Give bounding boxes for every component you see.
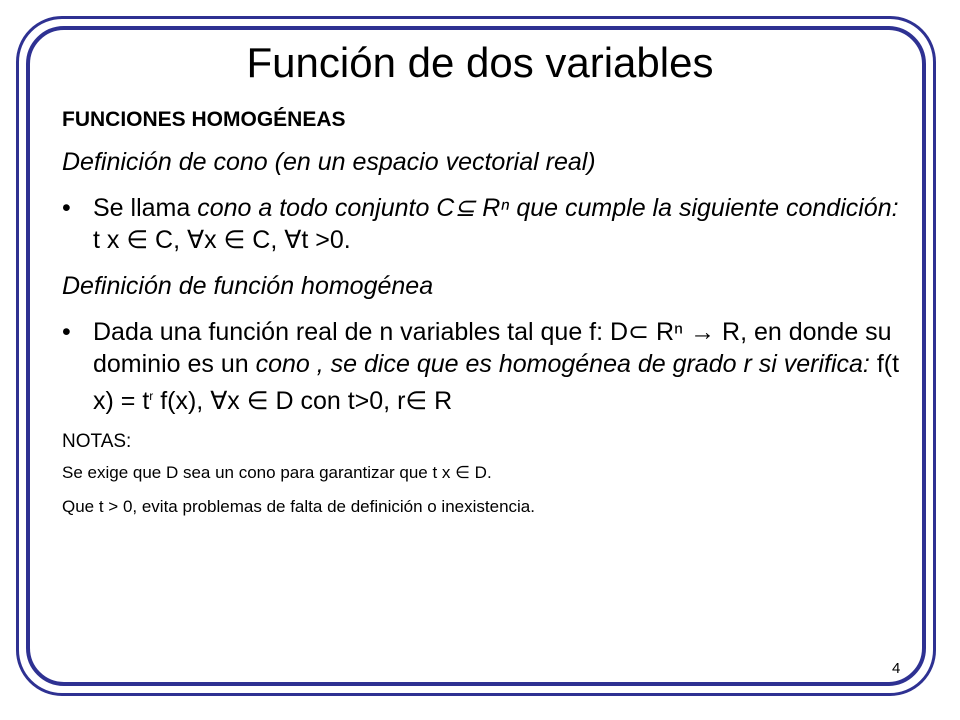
note-item: Que t > 0, evita problemas de falta de definición o inexistencia. <box>62 497 535 516</box>
homogeneous-italic-text: cono , se dice que es homogénea de grado r si verifica: <box>255 350 870 378</box>
note-item: Se exige que D sea un cono para garantizar que t x ∈ D. <box>62 463 492 482</box>
page-number: 4 <box>892 660 901 677</box>
homogeneous-definition-bullet <box>62 316 902 417</box>
slide-title: Función de dos variables <box>246 39 714 86</box>
section-heading: FUNCIONES HOMOGÉNEAS <box>62 108 346 131</box>
homogeneous-text: Dada una función real de n variables tal que f: D⊂ Rⁿ → R, en donde su dominio es un <box>93 318 892 378</box>
cone-prefix-text: Se llama <box>93 194 198 222</box>
homogeneous-formula-start: f(t x) = t <box>93 350 900 415</box>
cone-formula: t x ∈ C, ∀x ∈ C, ∀t >0. <box>93 226 351 254</box>
bullet-marker: • <box>62 194 71 222</box>
slide-content <box>62 108 902 531</box>
homogeneous-definition-heading: Definición de función homogénea <box>62 272 434 300</box>
homogeneous-formula-end: f(x), ∀x ∈ D con t>0, r∈ R <box>153 387 453 415</box>
notes-heading: NOTAS: <box>62 431 132 452</box>
cone-italic-text: cono a todo conjunto C⊆ Rⁿ que cumple la siguiente condición: <box>197 194 899 222</box>
degree-exponent: r <box>149 389 154 403</box>
cone-definition-bullet <box>62 192 902 256</box>
cone-definition-heading: Definición de cono (en un espacio vectorial real) <box>62 148 596 176</box>
bullet-marker: • <box>62 318 71 346</box>
